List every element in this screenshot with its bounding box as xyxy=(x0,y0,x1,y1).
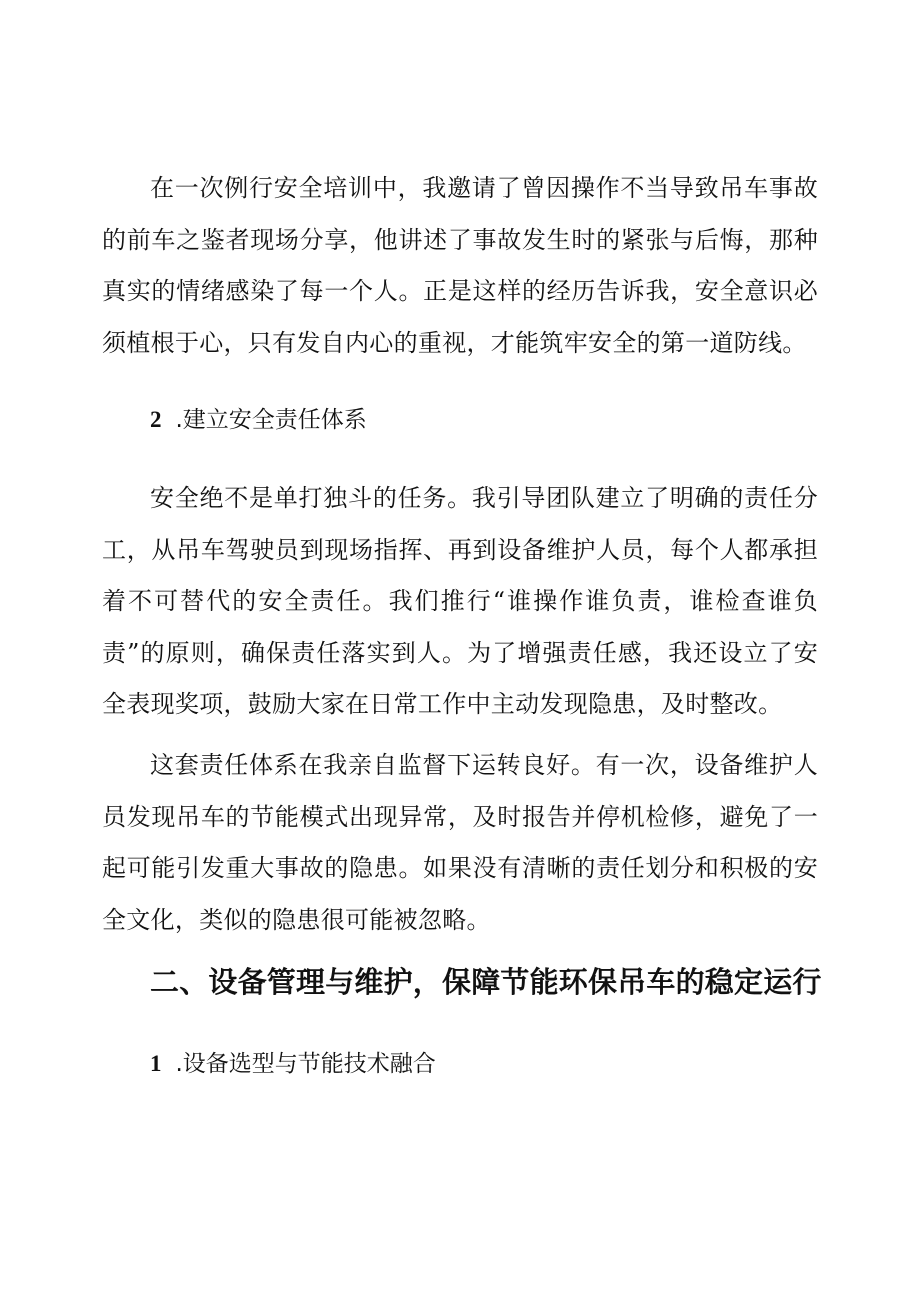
subheading-equipment-selection xyxy=(150,1049,436,1079)
subheading-number: 1 xyxy=(150,1051,162,1076)
section-heading: 二、设备管理与维护，保障节能环保吊车的稳定运行 xyxy=(150,965,822,999)
body-paragraph: 这套责任体系在我亲自监督下运转良好。有一次，设备维护人员发现吊车的节能模式出现异常，及时报告并停机检修，避免了一起可能引发重大事故的隐患。如果没有清晰的责任划分和积极的安全文化，类似的隐患很可能被忽略。 xyxy=(102,751,818,934)
subheading-text: .设备选型与节能技术融合 xyxy=(175,1051,436,1077)
body-paragraph: 在一次例行安全培训中，我邀请了曾因操作不当导致吊车事故的前车之鉴者现场分享，他讲述了事故发生时的紧张与后悔，那种真实的情绪感染了每一个人。正是这样的经历告诉我，安全意识必须植根于心，只有发自内心的重视，才能筑牢安全的第一道防线。 xyxy=(102,174,818,357)
subheading-number: 2 xyxy=(150,407,162,432)
body-paragraph: 安全绝不是单打独斗的任务。我引导团队建立了明确的责任分工，从吊车驾驶员到现场指挥、再到设备维护人员，每个人都承担着不可替代的安全责任。我们推行“谁操作谁负责，谁检查谁负责”的原则，确保责任落实到人。为了增强责任感，我还设立了安全表现奖项，鼓励大家在日常工作中主动发现隐患，及时整改。 xyxy=(102,484,818,718)
subheading-responsibility-system xyxy=(150,405,367,435)
subheading-text: .建立安全责任体系 xyxy=(175,407,367,433)
